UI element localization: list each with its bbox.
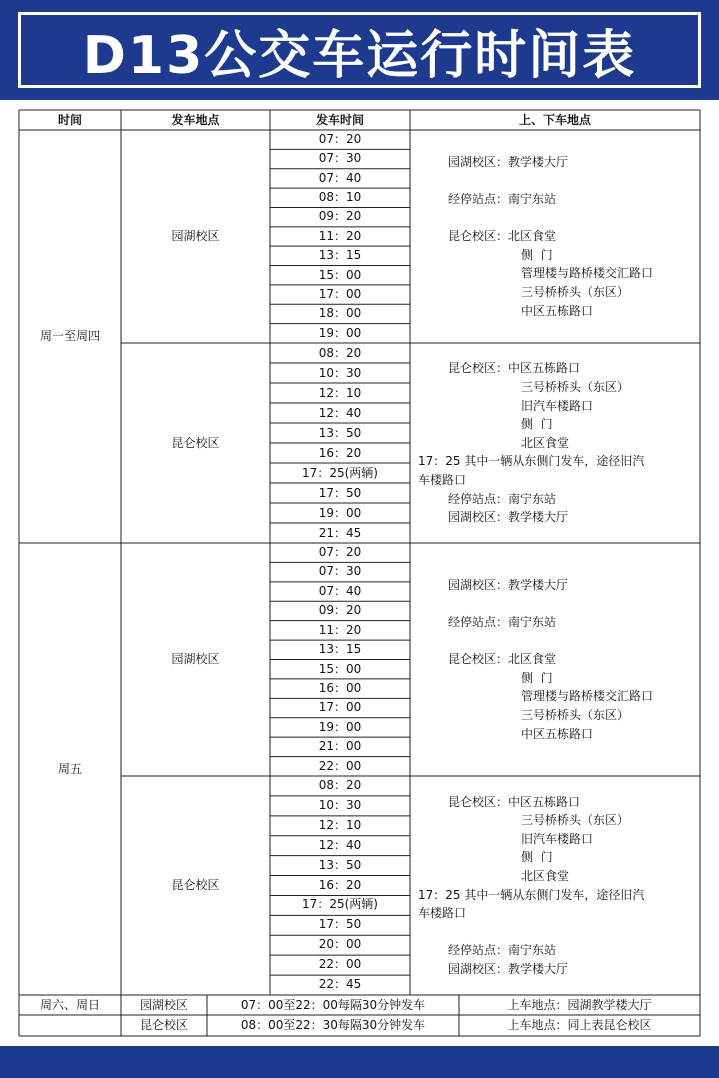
departure-time: 15：00 [318,267,362,282]
departure-time: 22：00 [318,957,362,972]
departure-time: 17：00 [318,286,362,301]
stop-line: 北区食堂 [521,868,570,883]
departure-time: 08：10 [318,190,362,205]
departure-time: 12：10 [318,817,362,832]
stop-line: 园湖校区：教学楼大厅 [448,961,569,976]
departure-time: 11：20 [318,622,362,637]
departure-time: 17：00 [318,700,362,715]
departure-time: 12：40 [318,406,362,420]
stop-line: 经停站点：南宁东站 [448,943,557,958]
stop-line: 园湖校区：教学楼大厅 [448,577,569,592]
departure-time: 07：40 [318,583,362,598]
header-depart-time: 发车时间 [315,113,364,127]
departure-time: 13：15 [318,642,362,657]
stop-line: 管理楼与路桥楼交汇路口 [521,689,654,704]
weekend-pickup: 上车地点：园湖教学楼大厅 [507,998,652,1012]
departure-time: 12：10 [318,386,362,400]
departure-time: 10：30 [318,797,362,812]
weekend-pickup: 上车地点：同上表昆仑校区 [507,1018,652,1032]
departure-time: 07：30 [318,151,362,166]
stop-line: 侧 门 [521,247,553,262]
stop-line: 昆仑校区：北区食堂 [448,229,557,244]
stop-line: 三号桥桥头（东区） [521,708,630,722]
stop-line: 园湖校区：教学楼大厅 [448,154,569,169]
departure-time: 08：20 [318,778,362,792]
weekend-campus: 园湖校区 [139,998,188,1012]
stop-line: 管理楼与路桥楼交汇路口 [521,266,654,281]
departure-time: 17：50 [318,486,362,500]
departure-time: 19：00 [318,719,362,734]
departure-time: 13：50 [318,426,362,440]
departure-time: 22：00 [318,758,362,773]
stop-line: 昆仑校区：中区五栋路口 [448,361,581,376]
stop-line: 昆仑校区：中区五栋路口 [448,794,581,809]
stop-line: 经停站点：南宁东站 [448,192,557,206]
stop-line: 旧汽车楼路口 [521,398,594,413]
departure-time: 19：00 [318,506,362,520]
stop-line: 昆仑校区：北区食堂 [448,652,557,667]
weekend-campus: 昆仑校区 [139,1018,188,1032]
departure-time: 13：15 [318,248,362,263]
departure-time: 07：30 [318,564,362,579]
campus-label: 昆仑校区 [171,436,220,450]
departure-time: 08：20 [318,346,362,360]
header-depart-place: 发车地点 [171,113,220,127]
period-label: 周五 [57,762,82,776]
period-label: 周一至周四 [39,329,100,343]
departure-time: 10：30 [318,366,362,380]
stop-line: 中区五栋路口 [521,303,594,318]
departure-time: 19：00 [318,325,362,340]
stop-line: 三号桥桥头（东区） [521,379,630,394]
departure-time: 20：00 [318,937,362,952]
departure-time: 17：50 [318,917,362,932]
departure-time: 09：20 [318,209,362,224]
departure-time: 09：20 [318,603,362,618]
departure-time: 21：00 [318,739,362,754]
weekend-schedule: 08：00至22：30每隔30分钟发车 [240,1018,426,1032]
stop-line: 三号桥桥头（东区） [521,813,630,828]
stop-line: 17：25 其中一辆从东侧门发车，途径旧汽 [418,454,645,469]
campus-label: 园湖校区 [171,652,220,666]
departure-time: 17：25(两辆) [302,466,378,480]
stop-line: 经停站点：南宁东站 [448,615,557,629]
campus-label: 园湖校区 [171,229,220,243]
stop-line: 侧 门 [521,670,553,685]
stop-line: 侧 门 [521,850,553,865]
stop-line: 车楼路口 [418,472,467,487]
departure-time: 16：20 [318,877,362,892]
header-stops: 上、下车地点 [518,113,591,127]
departure-time: 16：20 [318,446,362,460]
departure-time: 18：00 [318,306,362,321]
weekend-period-label: 周六、周日 [39,998,100,1012]
departure-time: 13：50 [318,857,362,872]
stop-line: 旧汽车楼路口 [521,831,594,846]
stop-line: 三号桥桥头（东区） [521,285,630,299]
stop-line: 车楼路口 [418,906,467,921]
stop-line: 17：25 其中一辆从东侧门发车，途径旧汽 [418,887,645,902]
stop-line: 园湖校区：教学楼大厅 [448,510,569,525]
departure-time: 22：45 [318,977,362,992]
departure-time: 17：25(两辆) [302,897,378,912]
campus-label: 昆仑校区 [171,878,220,892]
departure-time: 11：20 [318,228,362,243]
weekend-schedule: 07：00至22：00每隔30分钟发车 [240,998,426,1012]
stop-line: 北区食堂 [521,435,570,450]
departure-time: 07：20 [318,132,362,146]
header-time: 时间 [57,113,82,127]
departure-time: 16：00 [318,680,362,695]
departure-time: 07：40 [318,170,362,185]
stop-line: 经停站点：南宁东站 [448,491,557,506]
stop-line: 侧 门 [521,417,553,432]
stop-line: 中区五栋路口 [521,726,594,741]
departure-time: 21：45 [318,526,362,540]
departure-time: 15：00 [318,661,362,676]
footer-bar [0,1046,719,1078]
page-title: D13公交车运行时间表 [82,25,637,86]
departure-time: 07：20 [318,545,362,559]
departure-time: 12：40 [318,837,362,852]
